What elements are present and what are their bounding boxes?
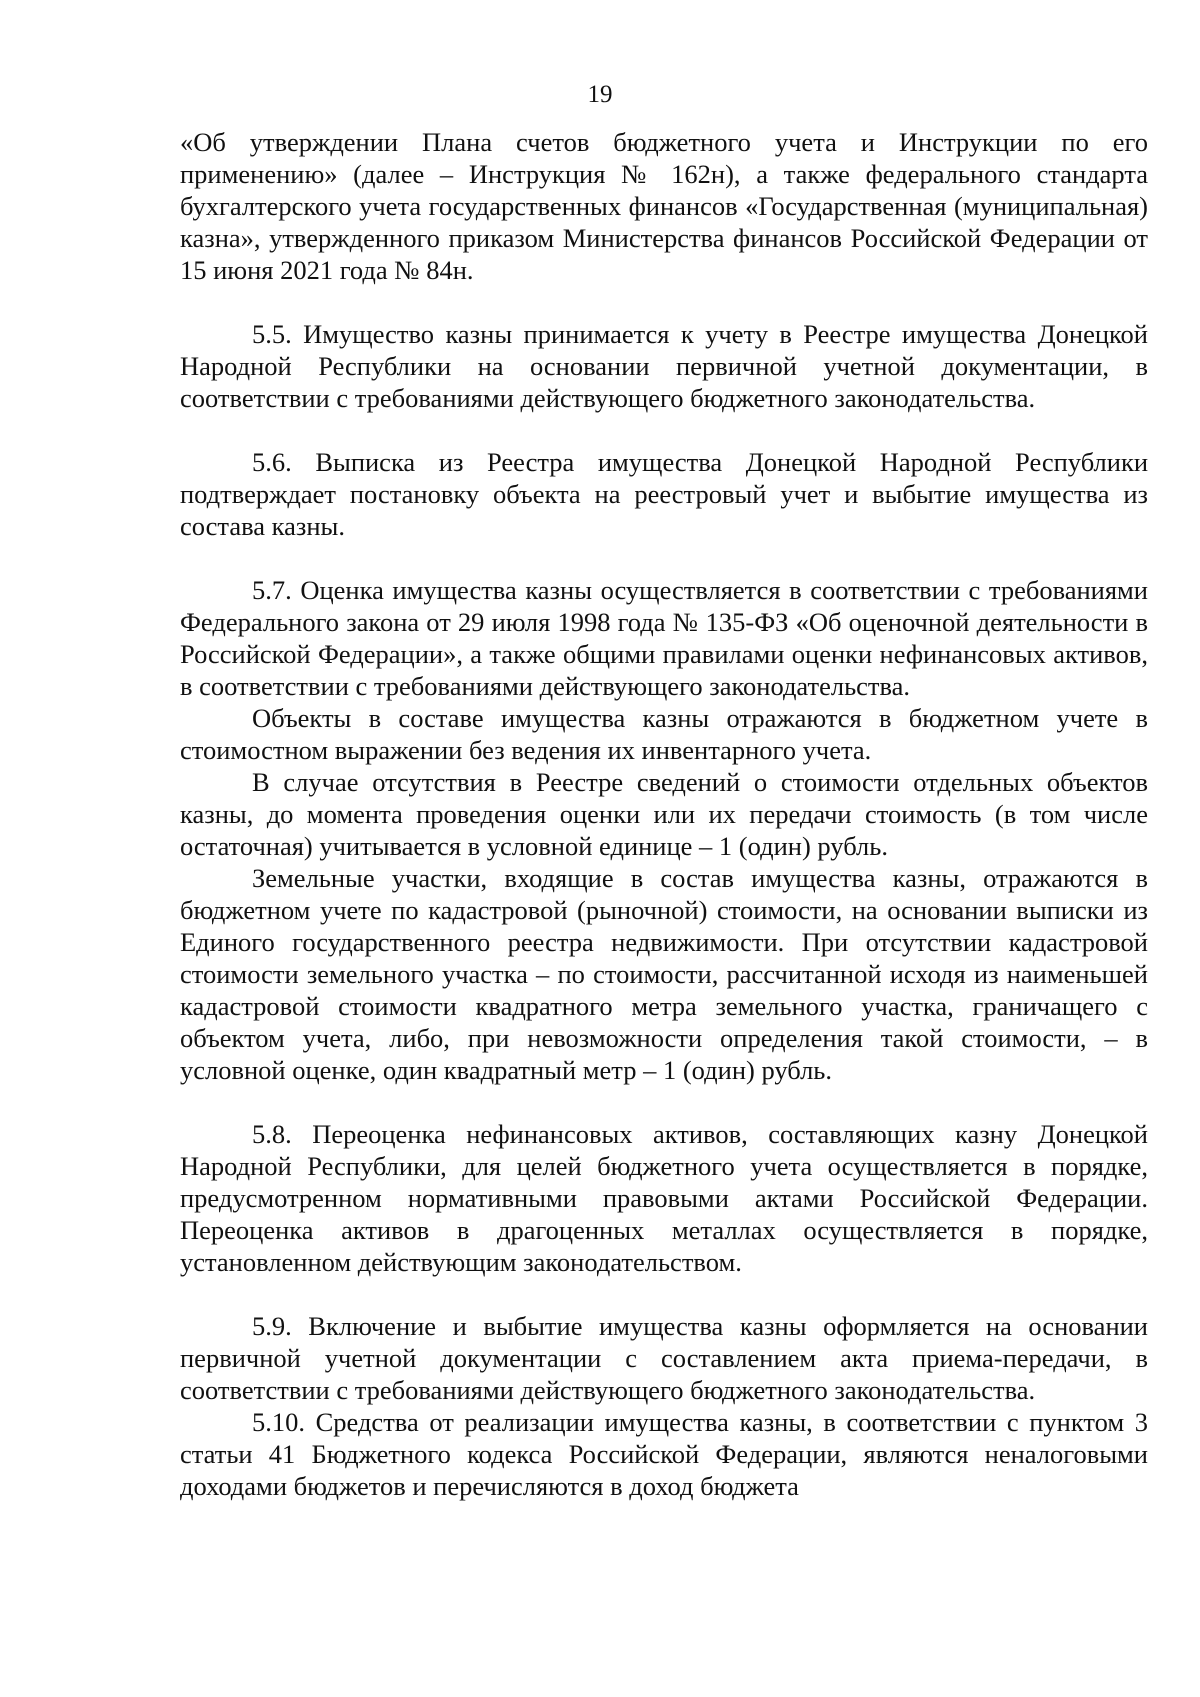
paragraph-intro-continuation: «Об утверждении Плана счетов бюджетного учета и Инструкции по его применению» (далее – Инструкция № 162н), а также федерального стандарта бухгалтерского учета государственных финансов «Государственная (муниципальная) казна», утвержденного приказом Министерства финансов Российской Федерации от 15 июня 2021 года № 84н. [180, 127, 1148, 285]
page-number: 19 [587, 81, 613, 108]
paragraph-5-7: 5.7. Оценка имущества казны осуществляется в соответствии с требованиями Федерального закона от 29 июля 1998 года № 135-ФЗ «Об оценочной деятельности в Российской Федерации», а также общими правилами оценки нефинансовых активов, в соответствии с требованиями действующего законодательства. [180, 575, 1148, 701]
paragraph-5-9: 5.9. Включение и выбытие имущества казны оформляется на основании первичной учетной документации с составлением акта приема-передачи, в соответствии с требованиями действующего бюджетного законодательства. [180, 1311, 1148, 1405]
paragraph-5-6: 5.6. Выписка из Реестра имущества Донецкой Народной Республики подтверждает постановку объекта на реестровый учет и выбытие имущества из состава казны. [180, 447, 1148, 541]
paragraph-5-8: 5.8. Переоценка нефинансовых активов, составляющих казну Донецкой Народной Республики, для целей бюджетного учета осуществляется в порядке, предусмотренном нормативными правовыми актами Российской Федерации. Переоценка активов в драгоценных металлах осуществляется в порядке, установленном действующим законодательством. [180, 1119, 1148, 1277]
paragraph-5-7-objects: Объекты в составе имущества казны отражаются в бюджетном учете в стоимостном выражении без ведения их инвентарного учета. [180, 703, 1148, 765]
paragraph-5-10: 5.10. Средства от реализации имущества казны, в соответствии с пунктом 3 статьи 41 Бюджетного кодекса Российской Федерации, являются неналоговыми доходами бюджетов и перечисляются в доход бюджета [180, 1407, 1148, 1501]
paragraph-5-7-no-cost: В случае отсутствия в Реестре сведений о стоимости отдельных объектов казны, до момента проведения оценки или их передачи стоимость (в том числе остаточная) учитывается в условной единице – 1 (один) рубль. [180, 767, 1148, 861]
document-body [180, 126, 1148, 1502]
paragraph-5-7-land: Земельные участки, входящие в состав имущества казны, отражаются в бюджетном учете по кадастровой (рыночной) стоимости, на основании выписки из Единого государственного реестра недвижимости. При отсутствии кадастровой стоимости земельного участка – по стоимости, рассчитанной исходя из наименьшей кадастровой стоимости квадратного метра земельного участка, граничащего с объектом учета, либо, при невозможности определения такой стоимости, – в условной оценке, один квадратный метр – 1 (один) рубль. [180, 863, 1148, 1085]
paragraph-5-5: 5.5. Имущество казны принимается к учету в Реестре имущества Донецкой Народной Республики на основании первичной учетной документации, в соответствии с требованиями действующего бюджетного законодательства. [180, 319, 1148, 413]
